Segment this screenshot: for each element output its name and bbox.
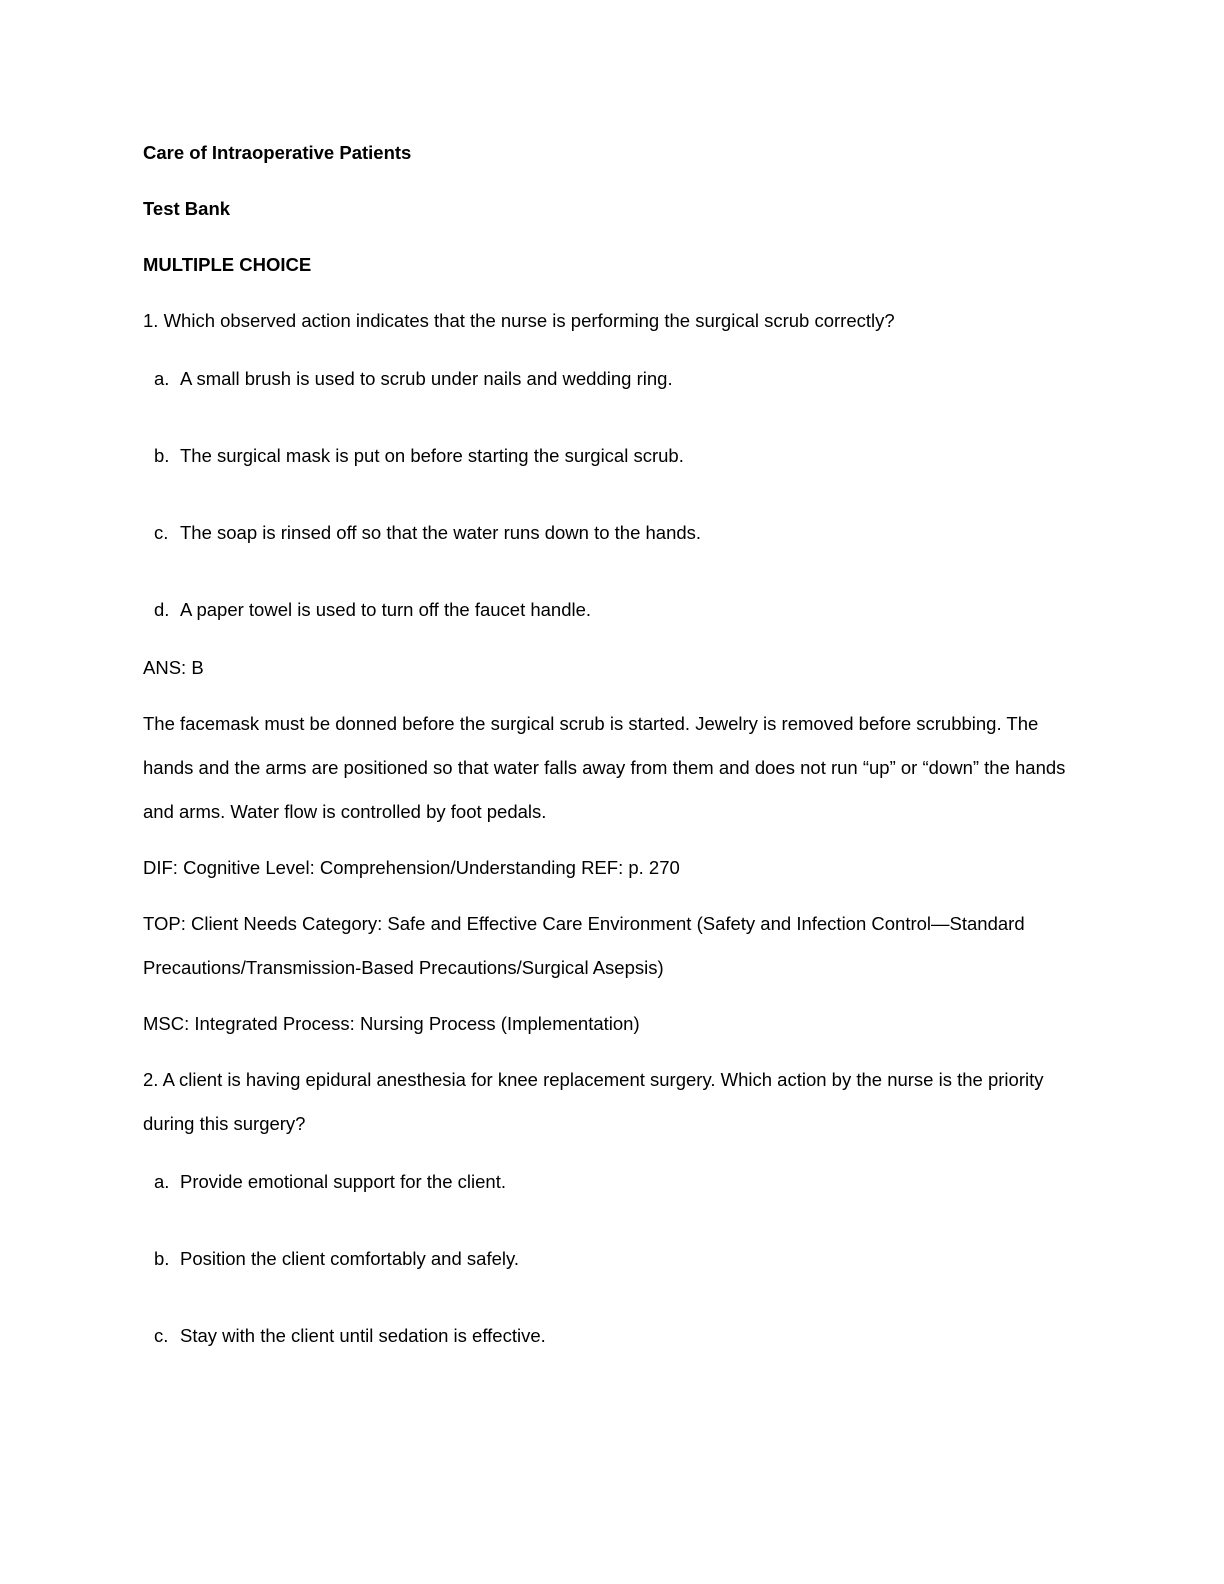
- option-text: Position the client comfortably and safely.: [180, 1248, 519, 1269]
- question-text: A client is having epidural anesthesia for knee replacement surgery. Which action by the nurse is the priority during this surgery?: [143, 1069, 1044, 1134]
- section-heading: MULTIPLE CHOICE: [143, 254, 312, 275]
- question-2-option-a: [143, 1160, 1078, 1204]
- question-2-text: [143, 1058, 1078, 1146]
- document-content: [143, 131, 1078, 1358]
- option-letter: a.: [154, 1171, 170, 1192]
- option-letter: d.: [154, 599, 170, 620]
- option-letter: b.: [154, 445, 170, 466]
- dif-line: DIF: Cognitive Level: Comprehension/Understanding REF: p. 270: [143, 857, 680, 878]
- question-1-text: [143, 299, 1078, 343]
- question-2: [143, 1058, 1078, 1358]
- question-1: [143, 299, 1078, 1046]
- document-subtitle: Test Bank: [143, 198, 231, 219]
- question-number: 1.: [143, 310, 159, 331]
- option-letter: c.: [154, 1325, 169, 1346]
- option-text: Provide emotional support for the client.: [180, 1171, 506, 1192]
- option-letter: b.: [154, 1248, 170, 1269]
- option-text: The surgical mask is put on before starting the surgical scrub.: [180, 445, 684, 466]
- document-title: Care of Intraoperative Patients: [143, 142, 412, 163]
- question-1-option-b: [143, 434, 1078, 478]
- question-1-option-c: [143, 511, 1078, 555]
- question-text: Which observed action indicates that the nurse is performing the surgical scrub correctly?: [163, 310, 895, 331]
- question-1-option-a: [143, 357, 1078, 401]
- option-text: Stay with the client until sedation is effective.: [180, 1325, 546, 1346]
- top-line: TOP: Client Needs Category: Safe and Effective Care Environment (Safety and Infection Control—Standard Precautions/Transmission-Based Precautions/Surgical Asepsis): [143, 913, 1025, 978]
- answer-line: ANS: B: [143, 657, 204, 678]
- option-text: The soap is rinsed off so that the water runs down to the hands.: [180, 522, 702, 543]
- question-2-option-b: [143, 1237, 1078, 1281]
- question-number: 2.: [143, 1069, 159, 1090]
- msc-line: MSC: Integrated Process: Nursing Process (Implementation): [143, 1013, 640, 1034]
- option-letter: a.: [154, 368, 170, 389]
- question-2-option-c: [143, 1314, 1078, 1358]
- rationale-text: The facemask must be donned before the surgical scrub is started. Jewelry is removed before scrubbing. The hands and the arms are positioned so that water falls away from them and does not run “up” or “down” the hands and arms. Water flow is controlled by foot pedals.: [143, 713, 1066, 822]
- option-text: A paper towel is used to turn off the faucet handle.: [180, 599, 592, 620]
- question-1-option-d: [143, 588, 1078, 632]
- option-letter: c.: [154, 522, 169, 543]
- option-text: A small brush is used to scrub under nails and wedding ring.: [180, 368, 673, 389]
